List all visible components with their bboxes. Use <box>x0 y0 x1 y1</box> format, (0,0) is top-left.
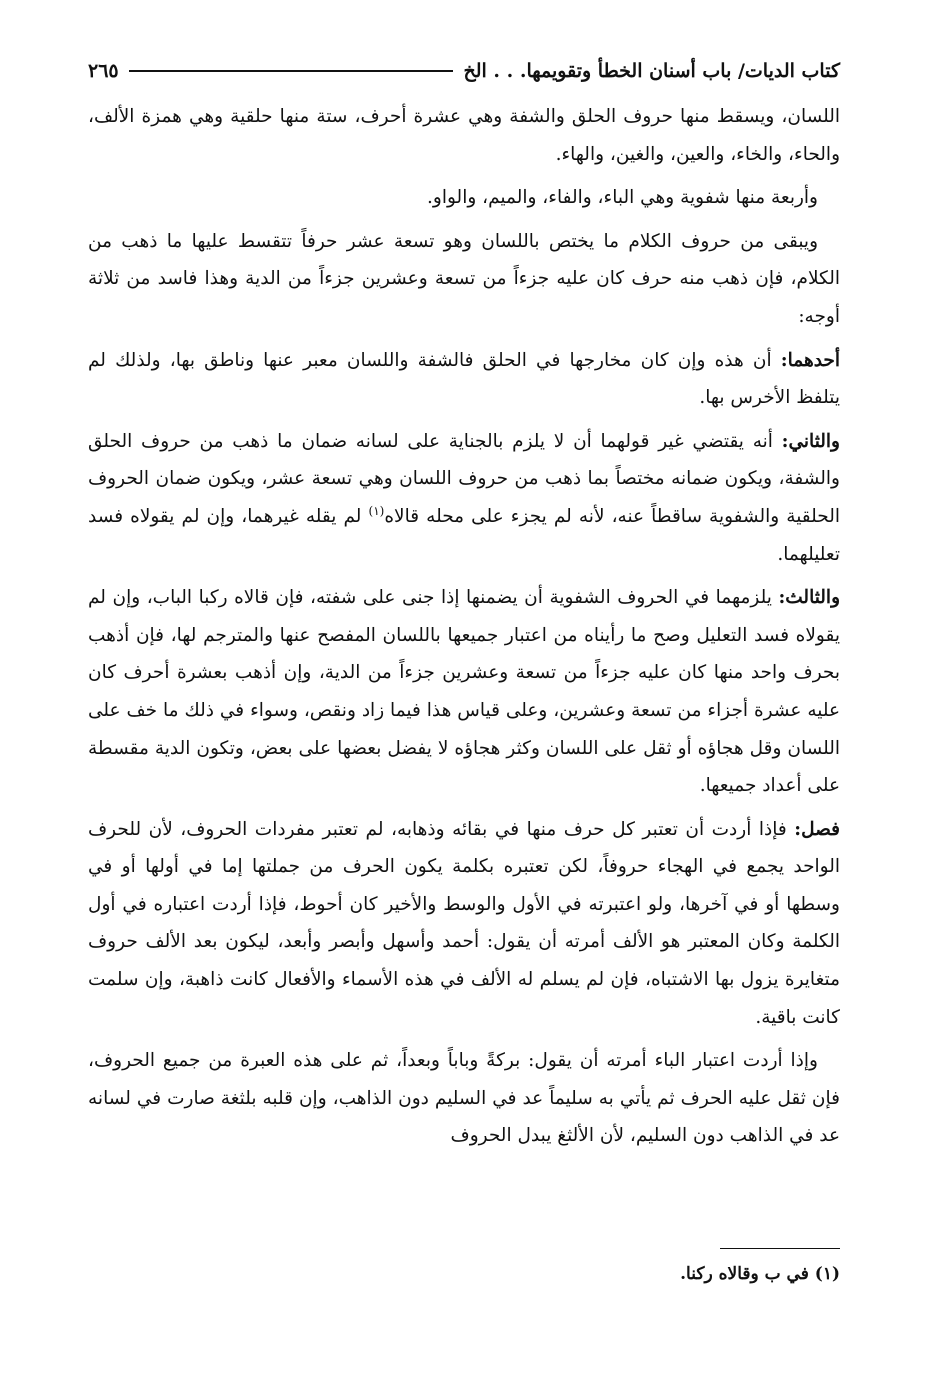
paragraph <box>88 342 840 417</box>
section-heading: فصل: <box>794 818 840 840</box>
paragraph <box>88 423 840 573</box>
paragraph-lead: والثالث: <box>778 587 840 609</box>
footnote-marker: (١) <box>368 503 385 518</box>
page-number: ٢٦٥ <box>88 60 119 82</box>
paragraph <box>88 98 840 173</box>
paragraph-text: أنه يقتضي غير قولهما أن لا يلزم بالجناية على لسانه ضمان ما ذهب من حروف الحلق والشفة، ويكون ضمانه مختصاً بما ذهب من حروف اللسان وهي تسعة عشر، ويكون ضمان الحروف الحلقية والشفوية ساقطاً عنه، لأنه لم يجزء على محله قالاه <box>88 430 840 527</box>
paragraph-text: يلزمهما في الحروف الشفوية أن يضمنها إذا جنى على شفته، فإن قالاه ركبا الباب، وإن لم يقولاه فسد التعليل وصح ما رأيناه من اعتبار جميعها باللسان المفصح عنها والمترجم لها، فإن أذهب بحرف واحد منها كان عليه جزءاً من تسعة وعشرين جزءاً من الدية، وإن أذهب بعشرة أحرف كان عليه عشرة أجزاء من تسعة وعشرين، وعلى قياس هذا فيما زاد ونقص، وسواء في ذلك ما خف على اللسان وقل هجاؤه أو ثقل على اللسان وكثر هجاؤه لا يفضل بعضها على بعض، وتكون الدية مقسطة على أعداد جميعها. <box>88 587 840 797</box>
paragraph <box>88 579 840 805</box>
paragraph-lead: والثاني: <box>781 430 840 452</box>
header-rule <box>129 70 454 72</box>
running-header <box>88 60 840 96</box>
paragraph-text: اللسان، ويسقط منها حروف الحلق والشفة وهي عشرة أحرف، ستة منها حلقية وهي همزة الألف، والحاء، والخاء، والعين، والغين، والهاء. <box>88 106 840 165</box>
paragraph-text: أن هذه وإن كان مخارجها في الحلق فالشفة واللسان معبر عنها وناطق بها، ولذلك لم يتلفظ الأخرس بها. <box>88 349 840 409</box>
paragraph-text: ويبقى من حروف الكلام ما يختص باللسان وهو تسعة عشر حرفاً تتقسط عليها ما ذهب من الكلام، فإن ذهب منه حرف كان عليه جزءاً من تسعة وعشرين جزءاً من الدية وهذا فاسد من ثلاثة أوجه: <box>88 230 840 327</box>
header-title: كتاب الديات/ باب أسنان الخطأ وتقويمها. . . الخ <box>463 60 840 82</box>
paragraph-text: فإذا أردت أن تعتبر كل حرف منها في بقائه وذهابه، لم تعتبر مفردات الحروف، لأن للحرف الواحد يجمع في الهجاء حروفاً، لكن تعتبره بكلمة يكون الحرف من جملتها إما في أولها أو في وسطها أو في آخرها، ولو اعتبرته في الأول والوسط والأخير كان أحوط، فإذا أردت اعتباره في أول الكلمة وكان المعتبر هو الألف أمرته أن يقول: أحمد وأسهل وأبصر وأبعد، ليكون بعد الألف حروف متغايرة يزول بها الاشتباه، فإن لم يسلم له الألف في هذه الأسماء والأفعال كانت ذاهبة، وإن سلمت كانت باقية. <box>88 818 840 1028</box>
footnote: (١) في ب وقالاه ركنا. <box>680 1264 840 1284</box>
paragraph <box>88 179 840 217</box>
paragraph-text: وأربعة منها شفوية وهي الباء، والفاء، والميم، والواو. <box>427 187 818 209</box>
book-page <box>88 60 840 1320</box>
body-text <box>88 98 840 1155</box>
paragraph-text: وإذا أردت اعتبار الباء أمرته أن يقول: بركةً وباباً وبعداً، ثم على هذه العبرة من جميع الحروف، فإن ثقل عليه الحرف ثم يأتي به سليماً عد في السليم دون الذاهب، وإن قلبه بلثغة صارت في لسانه عد في الذاهب دون السليم، لأن الألثغ يبدل الحروف <box>88 1050 840 1147</box>
paragraph <box>88 1042 840 1155</box>
paragraph-text-continued: لم يقله غيرهما، وإن لم يقولاه فسد تعليلهما. <box>88 505 840 565</box>
paragraph <box>88 811 840 1037</box>
paragraph-lead: أحدهما: <box>780 349 840 371</box>
footnote-divider <box>720 1248 840 1249</box>
paragraph <box>88 223 840 336</box>
